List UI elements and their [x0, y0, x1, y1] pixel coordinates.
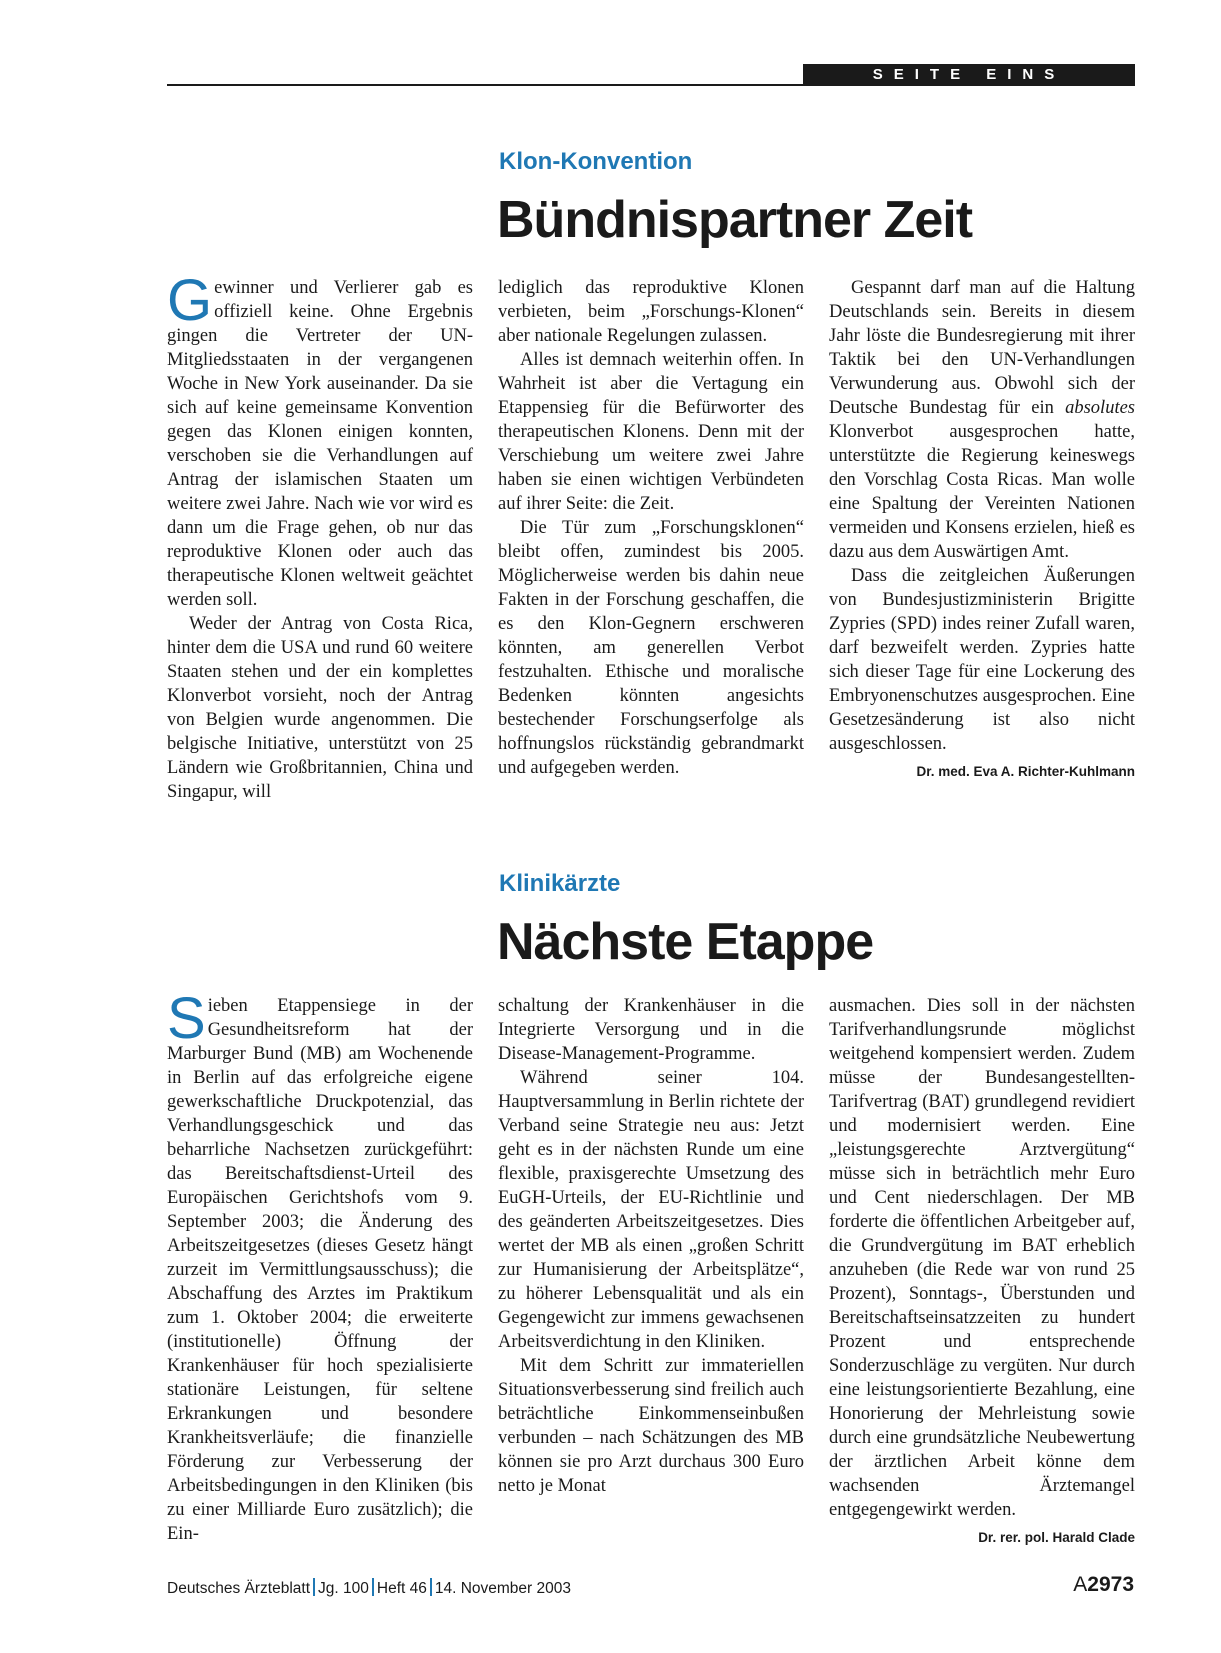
- paragraph: Während seiner 104. Hauptversammlung in Berlin richtete der Verband seine Strategie neu aus: Jetzt geht es in der nächsten Runde um eine flexible, praxisgerechte Umsetzung des EuGH-Urteils, der EU-Richtlinie und des geänderten Arbeitszeitgesetzes. Dies wertet der MB als einen „großen Schritt zur Humanisierung der Arbeitsplätze“, zu höherer Lebensqualität und als ein Gegengewicht zur immens gewachsenen Arbeitsverdichtung in den Kliniken.: [498, 1068, 804, 1352]
- volume: Jg. 100: [318, 1580, 369, 1597]
- article1-column-1: [167, 268, 473, 804]
- article2-column-1: [167, 986, 473, 1546]
- paragraph: ewinner und Verlierer gab es offiziell keine. Ohne Ergebnis gingen die Vertreter der UN-Mitgliedsstaaten in der vergangenen Woche in New York auseinander. Da sie sich auf keine gemeinsame Konvention gegen das Klonen einigen konnten, verschoben sie die Verhandlungen auf Antrag der islamischen Staaten um weitere zwei Jahre. Nach wie vor wird es dann um die Frage gehen, ob nur das reproduktive Klonen oder auch das therapeutische Klonen weltweit geächtet werden soll.: [167, 278, 473, 610]
- issue: Heft 46: [376, 1580, 427, 1597]
- page-number-value: 2973: [1087, 1573, 1134, 1596]
- separator: [430, 1578, 432, 1596]
- paragraph: Weder der Antrag von Costa Rica, hinter dem die USA und rund 60 weitere Staaten stehen und der ein komplettes Klonverbot vorsieht, noch der Antrag von Belgien wurde angenommen. Die belgische Initiative, unterstützt von 25 Ländern wie Großbritannien, China und Singapur, will: [167, 614, 473, 802]
- page-prefix: A: [1073, 1573, 1088, 1596]
- dropcap: G: [167, 268, 213, 333]
- article2-kicker: Klinikärzte: [499, 870, 621, 897]
- footer: [167, 1578, 571, 1598]
- paragraph: Klonverbot ausgesprochen hatte, unterstützte die Regierung keineswegs den Vorschlag Costa Ricas. Man wolle eine Spaltung der Vereinten Nationen vermeiden und Konsens erzielen, hieß es dazu aus dem Auswärtigen Amt.: [829, 422, 1135, 562]
- paragraph: ieben Etappensiege in der Gesundheitsreform hat der Marburger Bund (MB) am Wochenende in Berlin auf das erfolgreiche eigene gewerkschaftliche Druckpotenzial, das Verhandlungsgeschick und das beharrliche Nachsetzen zurückgeführt: das Bereitschaftsdienst-Urteil des Europäischen Gerichtshofs vom 9. September 2003; die Änderung des Arbeitszeitgesetzes (dieses Gesetz hängt zurzeit im Vermittlungsausschuss); die Abschaffung des Arztes im Praktikum zum 1. Oktober 2004; die erweiterte (institutionelle) Öffnung der Krankenhäuser für hoch spezialisierte stationäre Leistungen, für seltene Erkrankungen und besondere Krankheitsverläufe; die finanzielle Förderung zur Verbesserung der Arbeitsbedingungen in den Kliniken (bis zu einer Milliarde Euro zusätzlich); die Ein-: [167, 996, 473, 1544]
- separator: [372, 1578, 374, 1596]
- separator: [313, 1578, 315, 1596]
- issue-date: 14. November 2003: [434, 1580, 571, 1597]
- paragraph: Gespannt darf man auf die Haltung Deutschlands sein. Bereits in diesem Jahr löste die Bundesregierung mit ihrer Taktik bei den UN-Verhandlungen Verwunderung aus. Obwohl sich der Deutsche Bundestag für ein: [829, 278, 1135, 418]
- paragraph: Die Tür zum „Forschungsklonen“ bleibt offen, zumindest bis 2005. Möglicherweise werden bis dahin neue Fakten in der Forschung geschaffen, die es den Klon-Gegnern erschweren könnten, am generellen Verbot festzuhalten. Ethische und moralische Bedenken könnten angesichts bestechender Forschungserfolge als hoffnungslos rückständig gebrandmarkt und aufgegeben werden.: [498, 518, 804, 778]
- journal-name: Deutsches Ärzteblatt: [167, 1580, 311, 1597]
- paragraph: Dass die zeitgleichen Äußerungen von Bundesjustizministerin Brigitte Zypries (SPD) indes reiner Zufall waren, darf bezweifelt werden. Zypries hatte sich dieser Tage für eine Lockerung des Embryonenschutzes ausgesprochen. Eine Gesetzesänderung ist also nicht ausgeschlossen.: [829, 566, 1135, 754]
- article2-column-2: [498, 994, 804, 1498]
- article2-column-3: [829, 994, 1135, 1550]
- paragraph: lediglich das reproduktive Klonen verbieten, beim „Forschungs-Klonen“ aber nationale Regelungen zulassen.: [498, 278, 804, 346]
- dropcap: S: [167, 986, 206, 1051]
- author-signature: Dr. med. Eva A. Richter-Kuhlmann: [916, 764, 1135, 779]
- page-number: [1073, 1573, 1134, 1597]
- article1-title: Bündnispartner Zeit: [497, 191, 973, 249]
- paragraph: Alles ist demnach weiterhin offen. In Wahrheit ist aber die Vertagung ein Etappensieg für die Befürworter des therapeutischen Klonens. Denn mit der Verschiebung um weitere zwei Jahre haben sie einen wichtigen Verbündeten auf ihrer Seite: die Zeit.: [498, 350, 804, 514]
- author-signature: Dr. rer. pol. Harald Clade: [978, 1530, 1135, 1545]
- article1-kicker: Klon-Konvention: [499, 148, 693, 175]
- emphasis: absolutes: [1065, 398, 1135, 418]
- article2-title: Nächste Etappe: [497, 913, 874, 971]
- article1-column-2: [498, 276, 804, 780]
- section-label: SEITE EINS: [803, 64, 1135, 86]
- paragraph: Mit dem Schritt zur immateriellen Situationsverbesserung sind freilich auch beträchtliche Einkommenseinbußen verbunden – nach Schätzungen des MB können sie pro Arzt durchaus 300 Euro netto je Monat: [498, 1356, 804, 1496]
- paragraph: schaltung der Krankenhäuser in die Integrierte Versorgung und in die Disease-Management-Programme.: [498, 996, 804, 1064]
- article1-column-3: [829, 276, 1135, 784]
- paragraph: ausmachen. Dies soll in der nächsten Tarifverhandlungsrunde möglichst weitgehend kompensiert werden. Zudem müsse der Bundesangestellten-Tarifvertrag (BAT) grundlegend revidiert und modernisiert werden. Eine „leistungsgerechte Arztvergütung“ müsse sich in beträchtlich mehr Euro und Cent niederschlagen. Der MB forderte die öffentlichen Arbeitgeber auf, die Grundvergütung im BAT erheblich anzuheben (die Rede war von rund 25 Prozent), Sonntags-, Überstunden und Bereitschaftseinsatzzeiten zu hundert Prozent und entsprechende Sonderzuschläge zu vergüten. Nur durch eine leistungsorientierte Bezahlung, eine Honorierung der Mehrleistung sowie durch eine grundsätzliche Neubewertung der ärztlichen Arbeit könne dem wachsenden Ärztemangel entgegengewirkt werden.: [829, 996, 1135, 1520]
